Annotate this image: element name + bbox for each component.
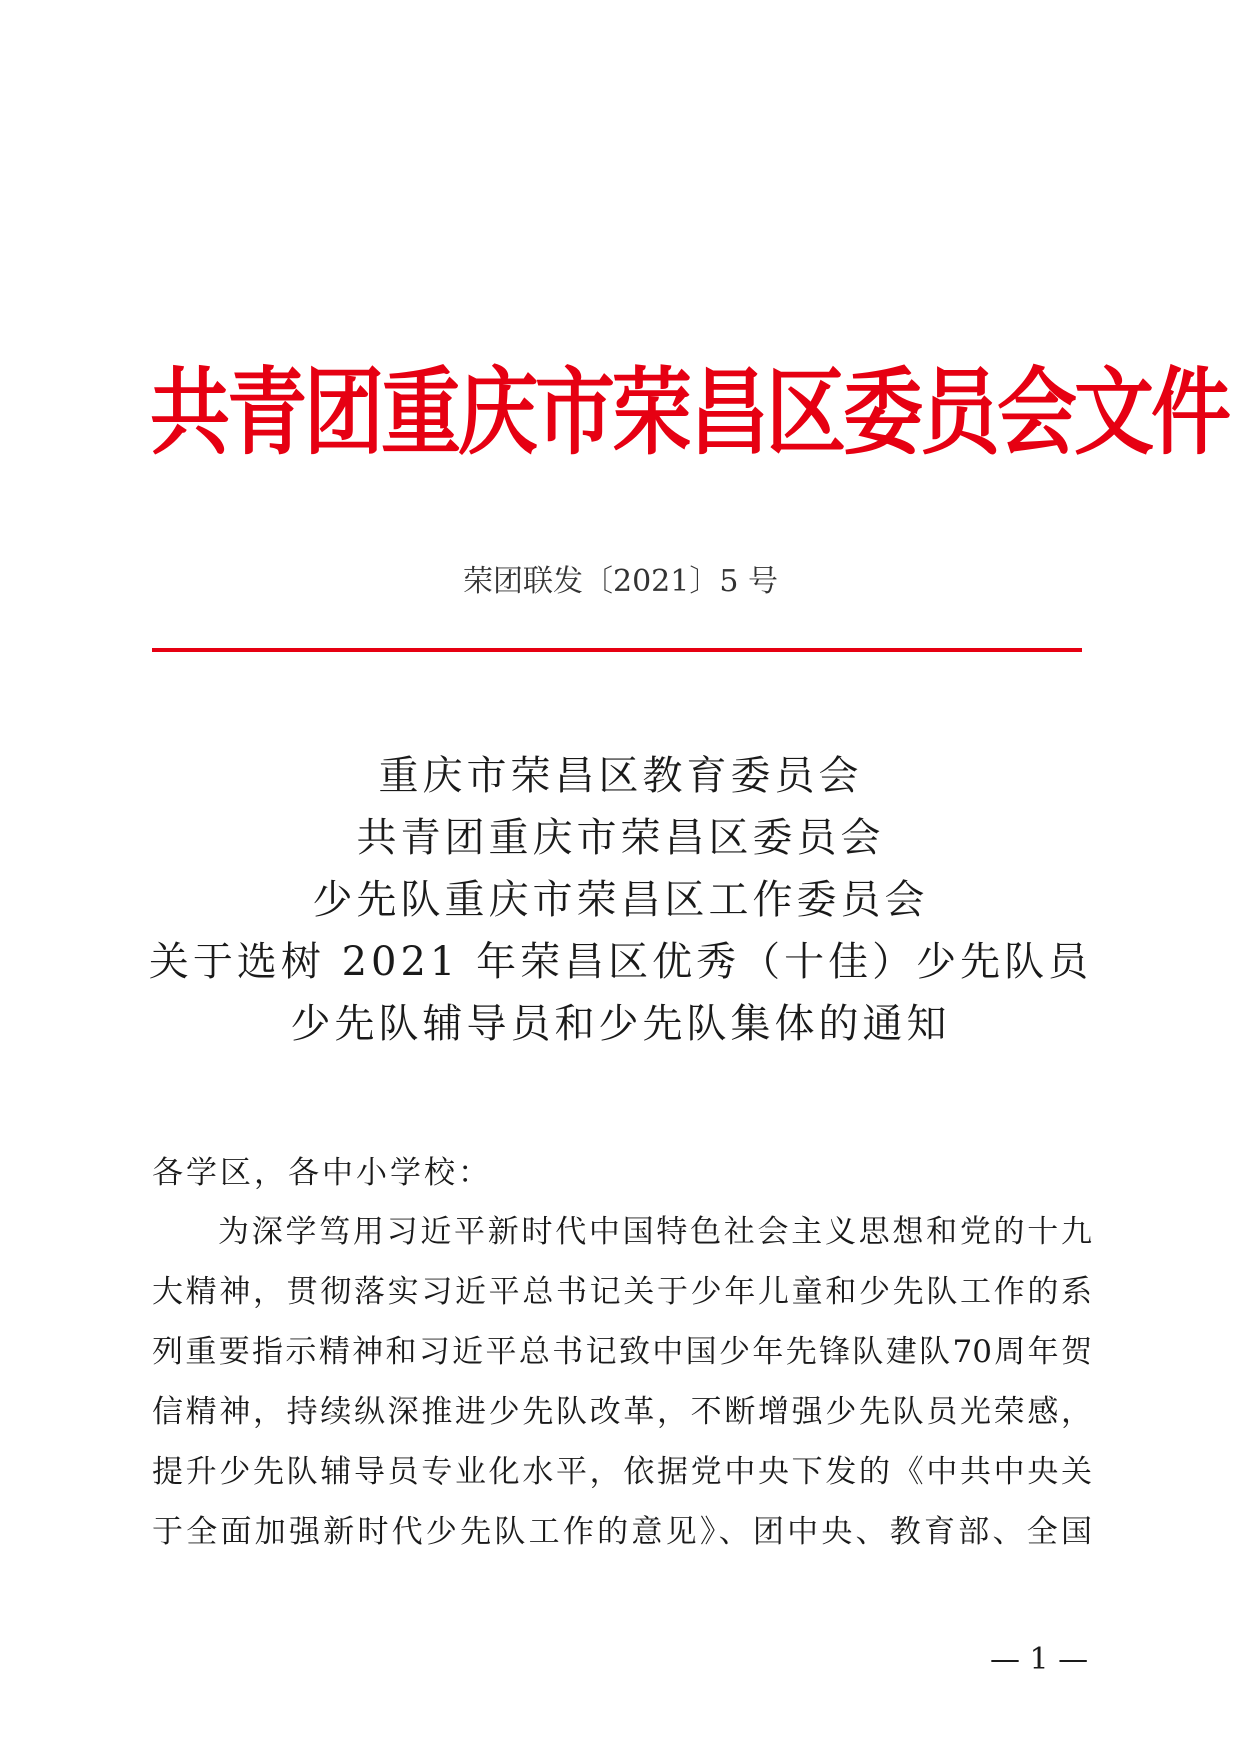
document-number: 荣团联发〔2021〕5 号 (463, 564, 778, 599)
red-header-title: 共青团重庆市荣昌区委员会文件 (150, 357, 1228, 468)
title-line-issuer-education: 重庆市荣昌区教育委员会 (378, 753, 863, 799)
notice-title (0, 745, 1241, 1055)
body-line: 于全面加强新时代少先队工作的意见》、团中央、教育部、全国 (152, 1514, 1092, 1550)
title-line-issuer-young-pioneers: 少先队重庆市荣昌区工作委员会 (312, 877, 929, 923)
title-line-subject-continued: 少先队辅导员和少先队集体的通知 (290, 1001, 951, 1047)
body-line: 为深学笃用习近平新时代中国特色社会主义思想和党的十九 (218, 1214, 1092, 1250)
body-line: 信精神，持续纵深推进少先队改革，不断增强少先队员光荣感， (152, 1394, 1092, 1430)
body-line: 大精神，贯彻落实习近平总书记关于少年儿童和少先队工作的系 (152, 1274, 1092, 1310)
red-divider-line (152, 648, 1082, 652)
salutation: 各学区，各中小学校： (152, 1155, 492, 1191)
page-number: — 1 — (990, 1642, 1089, 1677)
body-line: 提升少先队辅导员专业化水平，依据党中央下发的《中共中央关 (152, 1454, 1092, 1490)
body-line: 列重要指示精神和习近平总书记致中国少年先锋队建队70周年贺 (152, 1334, 1092, 1370)
title-line-subject: 关于选树 2021 年荣昌区优秀（十佳）少先队员 (148, 939, 1093, 985)
title-line-issuer-youth-league: 共青团重庆市荣昌区委员会 (356, 815, 885, 861)
